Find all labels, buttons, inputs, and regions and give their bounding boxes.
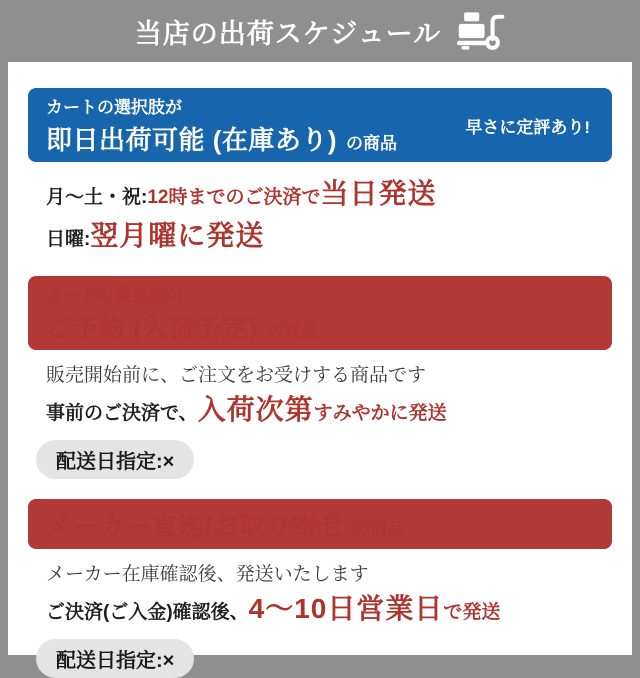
weekday-condition: 12時までのご決済で <box>147 187 321 208</box>
delivery-date-badge: 配送日指定:× <box>36 639 194 678</box>
in-stock-details <box>46 178 612 256</box>
preorder-condition: すみやかに発送 <box>313 403 447 424</box>
weekday-shipping-row <box>46 178 612 214</box>
preorder-description: 販売開始前に、ご注文をお受けする商品です <box>46 365 427 386</box>
in-stock-banner <box>28 88 612 162</box>
weekday-label: 月〜土・祝: <box>46 187 148 208</box>
section-in-stock <box>28 88 612 256</box>
banner-title: ご予約 (入荷予定) <box>46 313 258 343</box>
preorder-details <box>46 394 612 430</box>
direct-description: メーカー在庫確認後、発送いたします <box>46 564 369 585</box>
preorder-banner-text <box>46 281 318 345</box>
speed-note: 早さに定評あり! <box>465 117 590 137</box>
preorder-result: 入荷次第 <box>197 394 314 425</box>
header <box>0 0 640 62</box>
direct-label: ご決済(ご入金)確認後、 <box>46 602 249 623</box>
preorder-banner <box>28 276 612 350</box>
banner-suffix: の商品 <box>266 322 318 341</box>
direct-condition: で発送 <box>443 602 501 623</box>
direct-pill-wrap <box>36 639 612 678</box>
banner-subtitle: カートの選択肢が <box>46 286 182 305</box>
sunday-shipping-row <box>46 220 612 256</box>
banner-title: 即日出荷可能 (在庫あり) <box>46 125 338 155</box>
hand-truck-icon <box>457 11 505 51</box>
page-title: 当店の出荷スケジュール <box>134 18 442 49</box>
direct-banner <box>28 499 612 549</box>
schedule-card <box>8 62 632 672</box>
delivery-date-badge: 配送日指定:× <box>36 440 194 479</box>
banner-title: メーカー直送/お取り寄せ <box>46 510 345 541</box>
direct-result: 4〜10日営業日 <box>248 593 444 624</box>
preorder-shipping-row <box>46 394 612 430</box>
section-preorder <box>28 276 612 479</box>
banner-suffix: の商品 <box>346 134 398 153</box>
banner-subtitle: カートの選択肢が <box>46 98 182 117</box>
preorder-label: 事前のご決済で、 <box>46 403 198 424</box>
weekday-result: 当日発送 <box>320 178 437 209</box>
in-stock-banner-text <box>46 93 397 157</box>
direct-details <box>46 593 612 629</box>
direct-shipping-row <box>46 593 612 629</box>
banner-suffix: の商品 <box>353 519 405 539</box>
preorder-pill-wrap <box>36 440 612 479</box>
section-direct <box>28 499 612 678</box>
sunday-label: 日曜: <box>46 229 91 250</box>
sunday-result: 翌月曜に発送 <box>90 220 265 251</box>
